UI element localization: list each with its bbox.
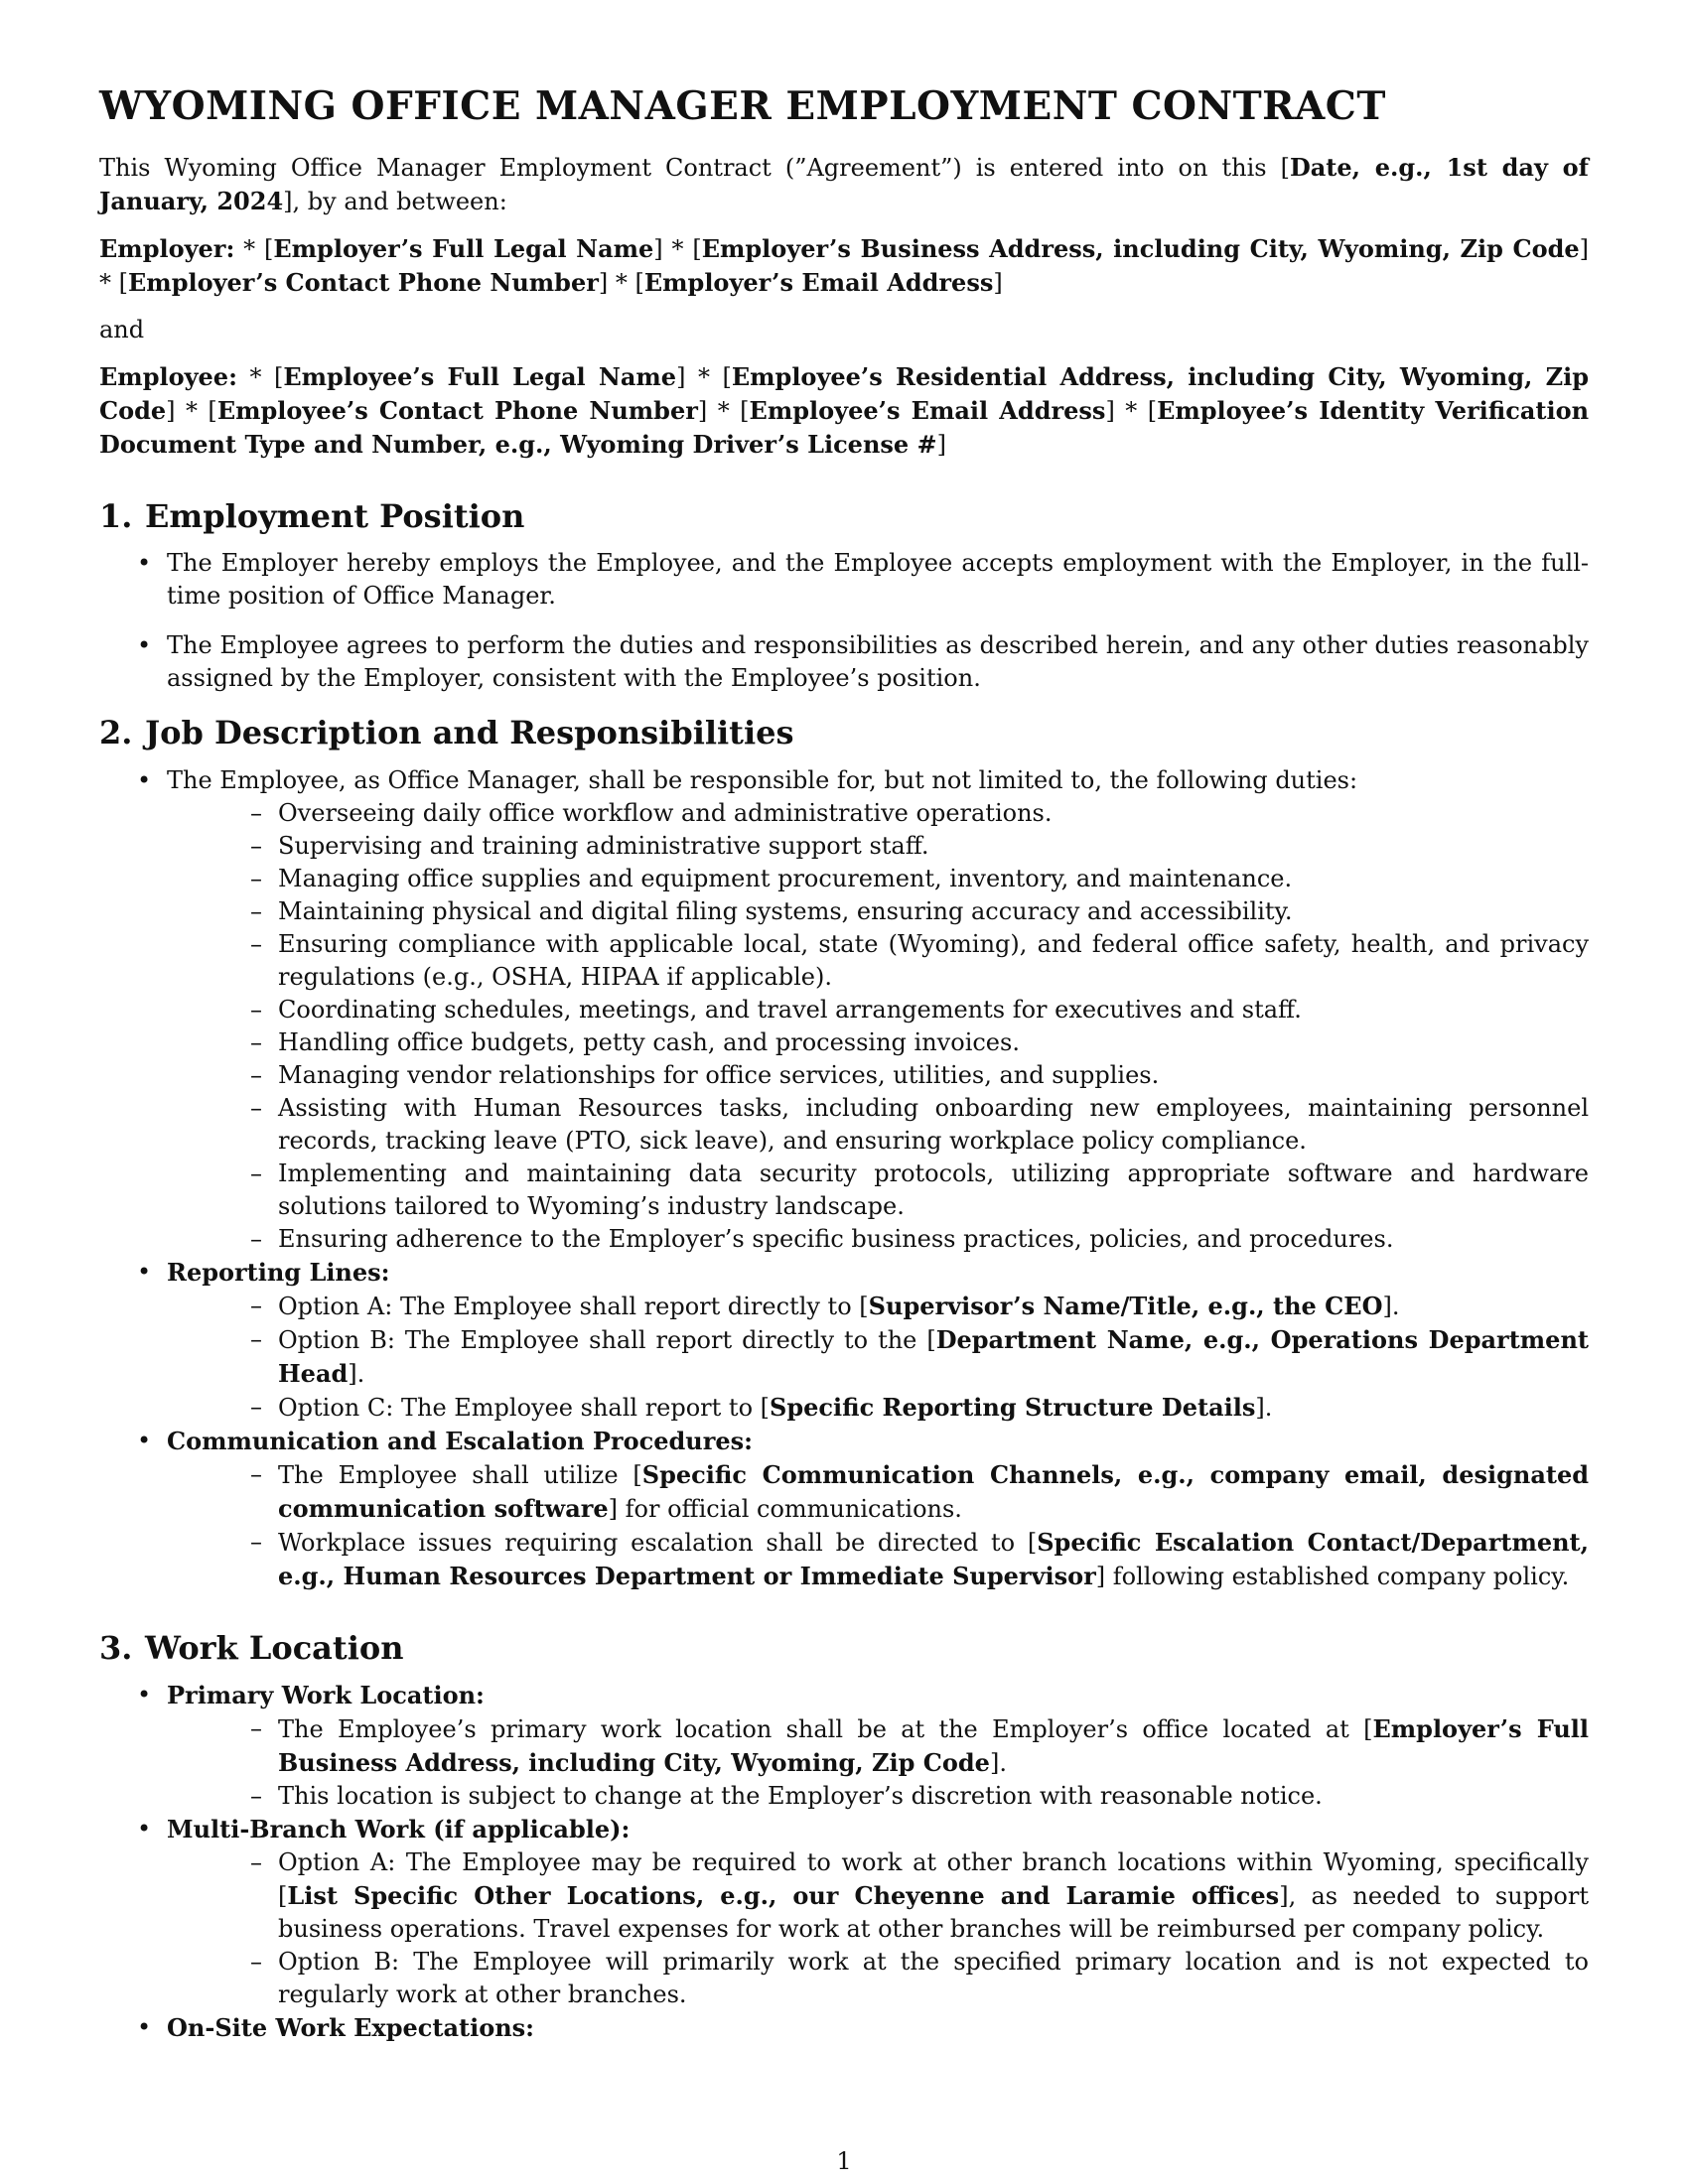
item-text-end: ]. xyxy=(989,1749,1007,1778)
item-text-end: ] following established company policy. xyxy=(1095,1562,1570,1590)
employer-phone-placeholder: Employer’s Contact Phone Number xyxy=(128,267,599,297)
intro-text: This Wyoming Office Manager Employment Contract (”Agreement”) is entered into on this [ xyxy=(99,153,1290,182)
employer-block xyxy=(99,232,1589,300)
option-text: Option A: The Employee may be required to work at other branch locations within Wyoming, specifically [ xyxy=(278,1848,1589,1911)
option-text-end: ], as needed to support business operations. Travel expenses for work at other branches will be reimbursed per company policy. xyxy=(278,1882,1590,1944)
section-title: Employment Position xyxy=(145,496,525,535)
duty-item: – Managing vendor relationships for office services, utilities, and supplies. xyxy=(218,1059,1589,1092)
sep: ] xyxy=(936,430,947,459)
section-1-heading xyxy=(99,497,1589,535)
section-number: 3. xyxy=(99,1628,133,1667)
item-placeholder: Specific Communication Channels, e.g., company email, designated communication software xyxy=(278,1459,1590,1523)
multi-branch-option-a xyxy=(218,1846,1589,1946)
sep: ] * [ xyxy=(1105,396,1158,425)
and-text: and xyxy=(99,315,145,343)
primary-location-item xyxy=(218,1712,1589,1780)
sep: ] * [ xyxy=(676,362,732,391)
item-text-end: ] for official communications. xyxy=(608,1494,962,1523)
sep: ] * [ xyxy=(166,396,217,425)
primary-location-item: – This location is subject to change at the Employer’s discretion with reasonable notice. xyxy=(218,1780,1589,1813)
primary-location-label: Primary Work Location: xyxy=(167,1681,485,1710)
option-placeholder: Department Name, e.g., Operations Department Head xyxy=(278,1324,1589,1388)
employee-block xyxy=(99,360,1589,462)
sep: ] * [ xyxy=(697,396,750,425)
reporting-option-a xyxy=(218,1290,1589,1323)
list-item xyxy=(99,1256,1589,1425)
sep: ] * [ xyxy=(653,234,702,263)
option-text: Option C: The Employee shall report to [ xyxy=(278,1393,771,1422)
employee-address-placeholder: Employee’s Residential Address, including City, Wyoming, Zip Code xyxy=(99,361,1590,425)
sep: * [ xyxy=(236,362,284,391)
multi-branch-options xyxy=(159,1846,1589,2011)
sep: ] xyxy=(993,268,1003,297)
employee-email-placeholder: Employee’s Email Address xyxy=(749,395,1106,425)
option-text-end: ]. xyxy=(1382,1292,1400,1320)
onsite-expectations-label: On-Site Work Expectations: xyxy=(167,2013,535,2043)
employee-label: Employee: xyxy=(99,361,237,391)
option-text-end: ]. xyxy=(348,1359,365,1388)
reporting-option-c xyxy=(218,1391,1589,1425)
duties-intro: The Employee, as Office Manager, shall be responsible for, but not limited to, the following duties: xyxy=(167,765,1358,794)
duty-item: – Coordinating schedules, meetings, and travel arrangements for executives and staff. xyxy=(218,994,1589,1026)
duty-item: – Maintaining physical and digital filing systems, ensuring accuracy and accessibility. xyxy=(218,895,1589,928)
item-text: The Employee shall utilize [ xyxy=(278,1460,642,1489)
contract-page xyxy=(99,84,1589,2045)
communication-items xyxy=(159,1458,1589,1593)
duty-item: – Assisting with Human Resources tasks, including onboarding new employees, maintaining personnel records, tracking leave (PTO, sick leave), and ensuring workplace policy compliance. xyxy=(218,1092,1589,1158)
item-text: The Employee’s primary work location shall be at the Employer’s office located at [ xyxy=(278,1715,1373,1744)
list-item: • The Employee agrees to perform the duties and responsibilities as described herein, and any other duties reasonably assigned by the Employer, consistent with the Employee’s position. xyxy=(99,629,1589,695)
employee-id-placeholder: Employee’s Identity Verification Document Type and Number, e.g., Wyoming Driver’s License # xyxy=(99,395,1590,459)
section-3-heading xyxy=(99,1629,1589,1667)
duty-item: – Handling office budgets, petty cash, and processing invoices. xyxy=(218,1026,1589,1059)
list-item xyxy=(99,2011,1589,2045)
sep: * [ xyxy=(234,234,274,263)
communication-item xyxy=(218,1458,1589,1526)
communication-label: Communication and Escalation Procedures: xyxy=(167,1426,753,1455)
duty-item: – Ensuring compliance with applicable local, state (Wyoming), and federal office safety, health, and privacy regulations (e.g., OSHA, HIPAA if applicable). xyxy=(218,928,1589,994)
option-placeholder: Specific Reporting Structure Details xyxy=(770,1392,1256,1422)
option-text: Option B: The Employee shall report directly to the [ xyxy=(278,1325,936,1354)
intro-paragraph xyxy=(99,151,1589,218)
section-1-list xyxy=(99,547,1589,695)
page-number: 1 xyxy=(836,2147,852,2175)
list-item xyxy=(99,1813,1589,2011)
escalation-item xyxy=(218,1526,1589,1593)
list-item xyxy=(99,764,1589,1256)
employer-email-placeholder: Employer’s Email Address xyxy=(643,267,994,297)
item-text: Workplace issues requiring escalation shall be directed to [ xyxy=(278,1528,1038,1557)
section-number: 2. xyxy=(99,714,133,752)
multi-branch-label: Multi-Branch Work (if applicable): xyxy=(167,1815,631,1844)
section-title: Work Location xyxy=(145,1628,404,1667)
list-item xyxy=(99,1679,1589,1813)
option-placeholder: Supervisor’s Name/Title, e.g., the CEO xyxy=(868,1291,1383,1320)
duty-item: – Supervising and training administrative support staff. xyxy=(218,830,1589,863)
intro-text-end: ], by and between: xyxy=(283,187,507,215)
section-2-list xyxy=(99,764,1589,1593)
duty-item: – Implementing and maintaining data security protocols, utilizing appropriate software and hardware solutions tailored to Wyoming’s industry landscape. xyxy=(218,1158,1589,1223)
reporting-lines-label: Reporting Lines: xyxy=(167,1257,390,1287)
section-title: Job Description and Responsibilities xyxy=(145,714,794,752)
reporting-option-b xyxy=(218,1323,1589,1391)
sep: ] * [ xyxy=(598,268,644,297)
item-placeholder: Employer’s Full Business Address, including City, Wyoming, Zip Code xyxy=(278,1714,1590,1778)
section-3-list xyxy=(99,1679,1589,2045)
option-text-end: ]. xyxy=(1255,1393,1273,1422)
duty-item: – Overseeing daily office workflow and administrative operations. xyxy=(218,797,1589,830)
item-placeholder: Specific Escalation Contact/Department, e.g., Human Resources Department or Immediate Supervisor xyxy=(278,1527,1589,1590)
employee-name-placeholder: Employee’s Full Legal Name xyxy=(283,361,677,391)
duty-item: – Managing office supplies and equipment procurement, inventory, and maintenance. xyxy=(218,863,1589,895)
option-placeholder: List Specific Other Locations, e.g., our Cheyenne and Laramie offices xyxy=(287,1881,1280,1911)
sep: ] * [ xyxy=(99,234,1590,297)
primary-location-items xyxy=(159,1712,1589,1813)
list-item xyxy=(99,1425,1589,1593)
employer-address-placeholder: Employer’s Business Address, including City, Wyoming, Zip Code xyxy=(701,233,1580,263)
multi-branch-option-b: – Option B: The Employee will primarily work at the specified primary location and is not expected to regularly work at other branches. xyxy=(218,1946,1589,2011)
employer-label: Employer: xyxy=(99,233,235,263)
employer-name-placeholder: Employer’s Full Legal Name xyxy=(273,233,654,263)
list-item: • The Employer hereby employs the Employee, and the Employee accepts employment with the Employer, in the full-time position of Office Manager. xyxy=(99,547,1589,613)
duty-item: – Ensuring adherence to the Employer’s specific business practices, policies, and procedures. xyxy=(218,1223,1589,1256)
duties-list xyxy=(159,797,1589,1256)
date-placeholder: Date, e.g., 1st day of January, 2024 xyxy=(99,152,1589,215)
employee-phone-placeholder: Employee’s Contact Phone Number xyxy=(216,395,698,425)
reporting-options xyxy=(159,1290,1589,1425)
option-text: Option A: The Employee shall report directly to [ xyxy=(278,1292,869,1320)
section-number: 1. xyxy=(99,496,133,535)
section-2-heading xyxy=(99,714,1589,751)
document-title: WYOMING OFFICE MANAGER EMPLOYMENT CONTRACT xyxy=(99,83,1386,129)
